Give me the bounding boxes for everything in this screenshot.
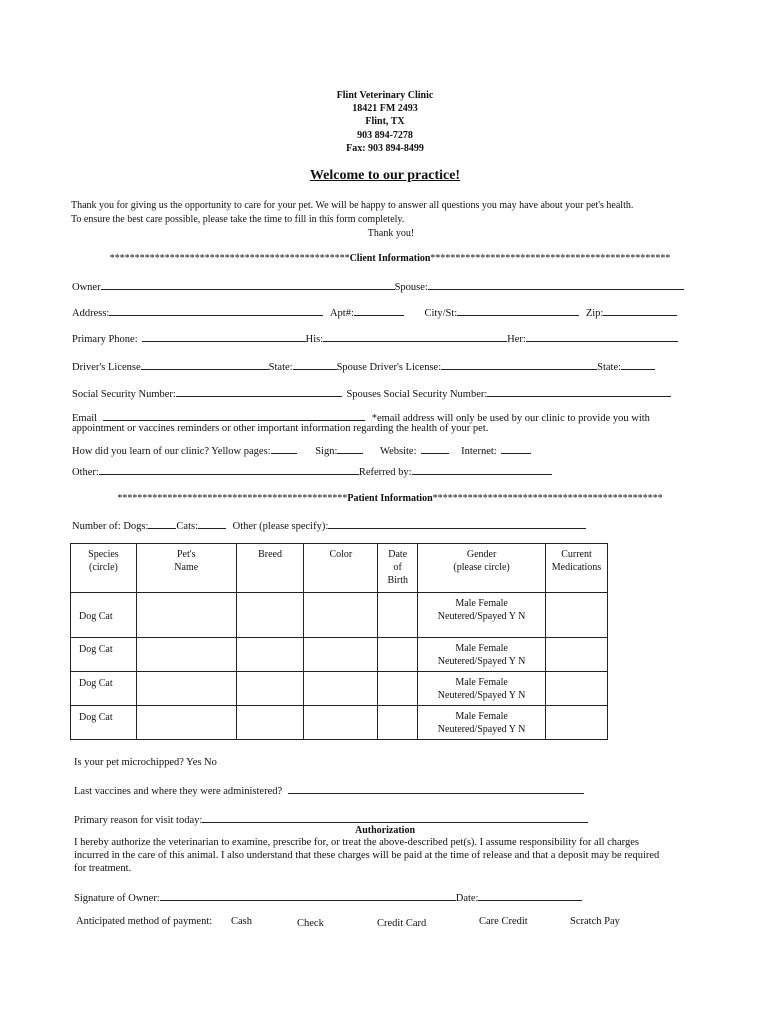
- how-learn-label: How did you learn of our clinic? Yellow pages:: [72, 446, 271, 457]
- her-phone-field[interactable]: [526, 331, 678, 342]
- city-st-field[interactable]: [457, 305, 579, 316]
- color-cell[interactable]: [304, 638, 378, 672]
- email-note-2: appointment or vaccines reminders or other important information regarding the health of your pet.: [72, 423, 489, 434]
- gender-cell[interactable]: Male Female Neutered/Spayed Y N: [418, 706, 546, 740]
- primary-phone-field[interactable]: [142, 331, 306, 342]
- table-row: [71, 672, 608, 706]
- city-st-label: City/St:: [424, 308, 458, 319]
- state-label-2: State:: [597, 362, 622, 373]
- how-learn-row: [72, 443, 531, 457]
- ssn-row: [72, 386, 671, 400]
- other-field[interactable]: [99, 464, 359, 475]
- table-row: [71, 593, 608, 638]
- other-specify-label: Other (please specify):: [232, 521, 329, 532]
- intro-line-1: Thank you for giving us the opportunity to care for your pet. We will be happy to answer all questions you may have about your pet's health.: [71, 200, 634, 211]
- payment-option-cash[interactable]: Cash: [231, 916, 252, 927]
- medications-cell[interactable]: [545, 706, 607, 740]
- internet-label: Internet:: [461, 446, 497, 457]
- primary-phone-label: Primary Phone:: [72, 334, 138, 345]
- spouse-label: Spouse:: [394, 282, 428, 293]
- other-specify-field[interactable]: [328, 518, 586, 529]
- color-cell[interactable]: [304, 706, 378, 740]
- medications-cell[interactable]: [545, 638, 607, 672]
- reason-field[interactable]: [202, 812, 588, 823]
- signature-field[interactable]: [160, 890, 456, 901]
- website-field[interactable]: [421, 443, 449, 454]
- color-cell[interactable]: [304, 593, 378, 638]
- dob-cell[interactable]: [378, 706, 418, 740]
- ssn-label: Social Security Number:: [72, 389, 176, 400]
- intro-line-3: Thank you!: [367, 228, 415, 239]
- internet-field[interactable]: [501, 443, 531, 454]
- email-row: [72, 410, 650, 424]
- table-row: [71, 638, 608, 672]
- breed-cell[interactable]: [236, 672, 304, 706]
- referred-label: Referred by:: [358, 467, 412, 478]
- clinic-address: 18421 FM 2493: [352, 103, 418, 114]
- header-medications: Current Medications: [545, 544, 607, 593]
- zip-label: Zip:: [585, 308, 604, 319]
- breed-cell[interactable]: [236, 706, 304, 740]
- authorization-title: Authorization: [355, 825, 415, 836]
- header-breed: Breed: [236, 544, 304, 593]
- cats-label: Cats:: [176, 521, 199, 532]
- sign-field[interactable]: [337, 443, 363, 454]
- drivers-license-field[interactable]: [141, 359, 269, 370]
- payment-label: Anticipated method of payment:: [76, 916, 213, 927]
- spouse-ssn-label: Spouses Social Security Number:: [346, 389, 488, 400]
- header-color: Color: [304, 544, 378, 593]
- payment-option-credit-card[interactable]: Credit Card: [377, 918, 427, 929]
- spouse-field[interactable]: [428, 279, 684, 290]
- owner-label: Owner: [72, 282, 101, 293]
- referred-field[interactable]: [412, 464, 552, 475]
- reason-label: Primary reason for visit today:: [74, 815, 203, 826]
- authorization-line-2: incurred in the care of this animal. I also understand that these charges will be paid at the time of release and that a deposit may be required: [74, 850, 660, 861]
- state-field-1[interactable]: [293, 359, 337, 370]
- dob-cell[interactable]: [378, 638, 418, 672]
- clinic-phone: 903 894-7278: [357, 130, 413, 141]
- payment-option-scratch-pay[interactable]: Scratch Pay: [570, 916, 620, 927]
- owner-field[interactable]: [101, 279, 395, 290]
- other-row: [72, 464, 552, 478]
- license-row: [72, 359, 655, 373]
- her-label: Her:: [507, 334, 526, 345]
- authorization-line-3: for treatment.: [74, 863, 132, 874]
- species-cell[interactable]: Dog Cat: [71, 593, 137, 638]
- pet-name-cell[interactable]: [136, 638, 236, 672]
- sign-label: Sign:: [315, 446, 338, 457]
- header-pet-name: Pet's Name: [136, 544, 236, 593]
- clinic-name: Flint Veterinary Clinic: [336, 90, 434, 101]
- date-field[interactable]: [478, 890, 582, 901]
- dob-cell[interactable]: [378, 593, 418, 638]
- zip-field[interactable]: [603, 305, 677, 316]
- medications-cell[interactable]: [545, 593, 607, 638]
- table-row: [71, 706, 608, 740]
- species-cell[interactable]: Dog Cat: [71, 672, 137, 706]
- gender-cell[interactable]: Male Female Neutered/Spayed Y N: [418, 672, 546, 706]
- email-label: Email: [72, 413, 98, 424]
- his-phone-field[interactable]: [323, 331, 507, 342]
- pet-name-cell[interactable]: [136, 706, 236, 740]
- dogs-count-field[interactable]: [148, 518, 176, 529]
- vaccines-label: Last vaccines and where they were administered?: [74, 786, 283, 797]
- welcome-heading: Welcome to our practice!: [309, 168, 461, 183]
- breed-cell[interactable]: [236, 638, 304, 672]
- gender-cell[interactable]: Male Female Neutered/Spayed Y N: [418, 593, 546, 638]
- apt-field[interactable]: [354, 305, 404, 316]
- stars-left: **********************************************: [117, 493, 348, 504]
- spouse-license-label: Spouse Driver's License:: [336, 362, 442, 373]
- stars-right: ************************************************: [430, 253, 671, 264]
- cats-count-field[interactable]: [198, 518, 226, 529]
- pet-table: [70, 543, 608, 740]
- spouse-ssn-field[interactable]: [487, 386, 671, 397]
- drivers-license-label: Driver's License: [72, 362, 141, 373]
- vaccines-field[interactable]: [288, 783, 584, 794]
- pet-table-header: [71, 544, 608, 593]
- patient-section-title: Patient Information: [347, 493, 433, 504]
- header-gender: Gender (please circle): [418, 544, 546, 593]
- pet-name-cell[interactable]: [136, 672, 236, 706]
- phone-row: [72, 331, 678, 345]
- state-field-2[interactable]: [621, 359, 655, 370]
- species-cell[interactable]: Dog Cat: [71, 638, 137, 672]
- pet-count-row: [72, 518, 586, 532]
- client-section-header: [70, 253, 710, 264]
- payment-option-care-credit[interactable]: Care Credit: [479, 916, 528, 927]
- authorization-line-1: I hereby authorize the veterinarian to examine, prescribe for, or treat the above-described pet(s). I assume responsibility for all charges: [74, 837, 639, 848]
- other-label: Other:: [72, 467, 99, 478]
- medications-cell[interactable]: [545, 672, 607, 706]
- dogs-label: Number of: Dogs:: [72, 521, 149, 532]
- stars-right: **********************************************: [432, 493, 663, 504]
- payment-option-check[interactable]: Check: [297, 918, 324, 929]
- gender-cell[interactable]: Male Female Neutered/Spayed Y N: [418, 638, 546, 672]
- owner-row: [72, 279, 684, 293]
- signature-label: Signature of Owner:: [74, 893, 160, 904]
- apt-label: Apt#:: [329, 308, 354, 319]
- header-species: Species (circle): [71, 544, 137, 593]
- address-field[interactable]: [109, 305, 323, 316]
- breed-cell[interactable]: [236, 593, 304, 638]
- email-note: *email address will only be used by our clinic to provide you with: [371, 413, 650, 424]
- address-label: Address:: [72, 308, 110, 319]
- his-label: His:: [305, 334, 324, 345]
- color-cell[interactable]: [304, 672, 378, 706]
- email-field[interactable]: [103, 410, 365, 421]
- microchip-question: Is your pet microchipped? Yes No: [74, 757, 217, 768]
- date-label: Date:: [455, 893, 479, 904]
- state-label-1: State:: [268, 362, 293, 373]
- dob-cell[interactable]: [378, 672, 418, 706]
- client-section-title: Client Information: [349, 253, 431, 264]
- signature-row: [74, 890, 582, 904]
- reason-row: [74, 812, 588, 826]
- ssn-field[interactable]: [176, 386, 342, 397]
- pet-name-cell[interactable]: [136, 593, 236, 638]
- website-label: Website:: [380, 446, 417, 457]
- clinic-city: Flint, TX: [365, 116, 405, 127]
- intro-line-2: To ensure the best care possible, please take the time to fill in this form completely.: [71, 214, 405, 225]
- clinic-fax: Fax: 903 894-8499: [346, 143, 424, 154]
- yellow-pages-field[interactable]: [271, 443, 297, 454]
- patient-section-header: [70, 493, 710, 504]
- address-row: [72, 305, 677, 319]
- header-dob: Date of Birth: [378, 544, 418, 593]
- spouse-license-field[interactable]: [441, 359, 597, 370]
- vaccines-row: [74, 783, 584, 797]
- stars-left: ************************************************: [109, 253, 350, 264]
- species-cell[interactable]: Dog Cat: [71, 706, 137, 740]
